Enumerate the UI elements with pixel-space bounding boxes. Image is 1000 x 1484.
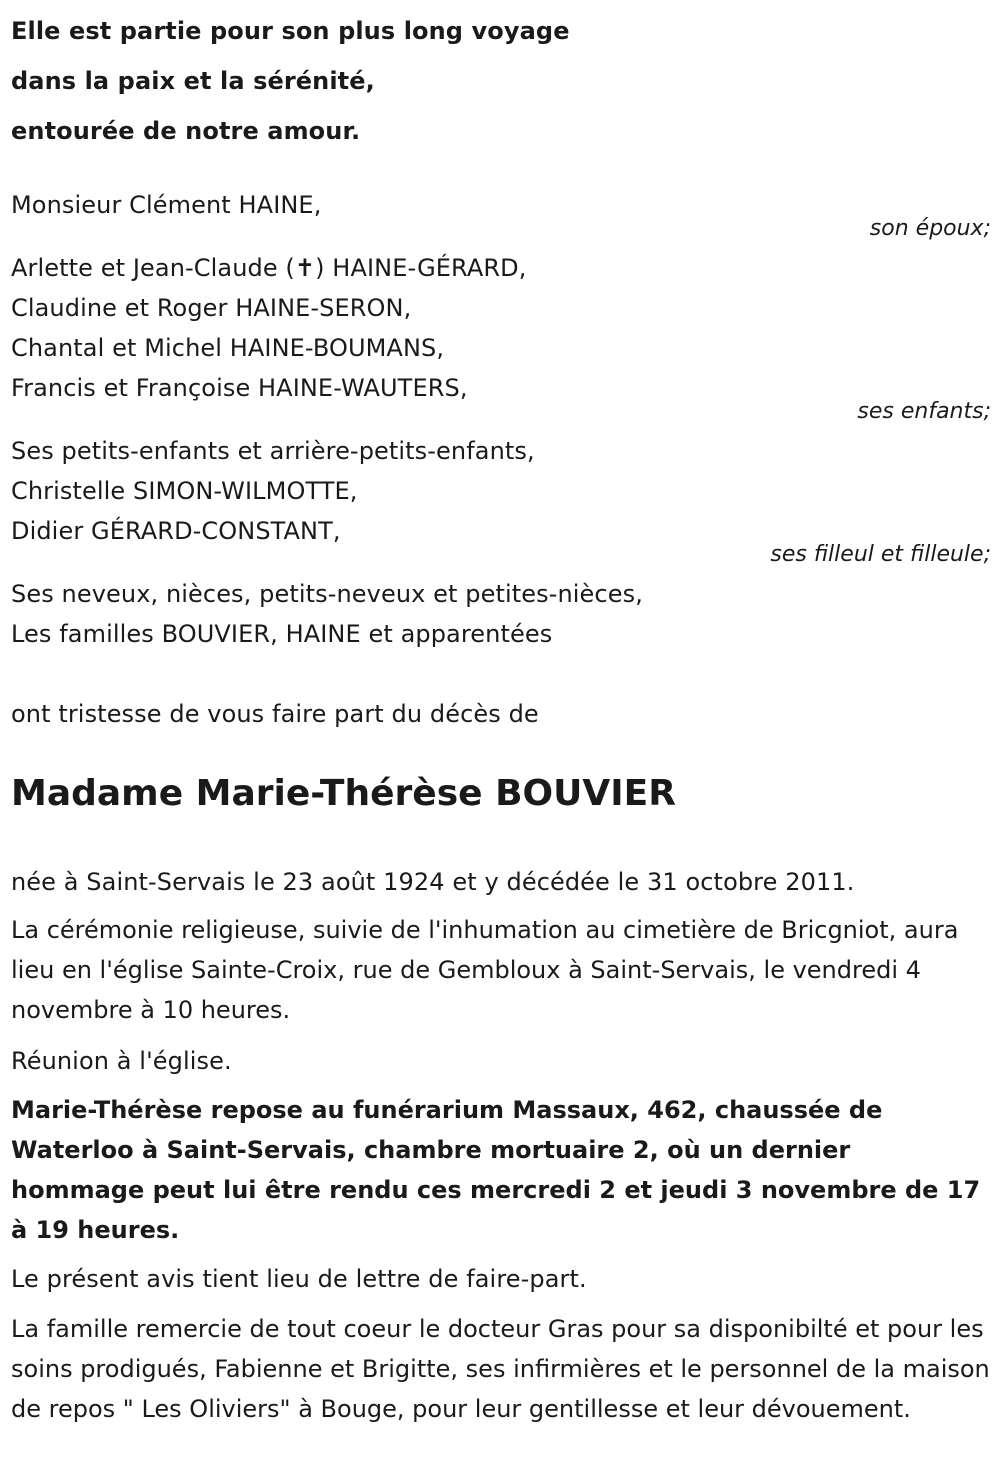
child-entry: Arlette et Jean-Claude (✝) HAINE-GÉRARD, xyxy=(11,254,527,282)
intro-line: dans la paix et la sérénité, xyxy=(11,67,375,95)
notice-text: Le présent avis tient lieu de lettre de faire-part. xyxy=(11,1265,587,1293)
children-list xyxy=(11,248,991,408)
intro-line: Elle est partie pour son plus long voyage xyxy=(11,17,570,45)
child-entry: Claudine et Roger HAINE-SERON, xyxy=(11,294,412,322)
thanks-text: La famille remercie de tout coeur le docteur Gras pour sa disponibilté et pour les soins prodigués, Fabienne et Brigitte, ses infirmières et le personnel de la maison de repos " Les Oliviers" à Bouge, pour leur gentillesse et leur dévouement. xyxy=(11,1315,990,1423)
child-entry: Francis et Françoise HAINE-WAUTERS, xyxy=(11,374,468,402)
meeting-note: Réunion à l'église. xyxy=(11,1047,232,1075)
announcement-text: ont tristesse de vous faire part du décès de xyxy=(11,700,539,728)
children-role: ses enfants; xyxy=(857,399,991,424)
godchildren-list xyxy=(11,431,991,551)
birth-death-dates: née à Saint-Servais le 23 août 1924 et y décédée le 31 octobre 2011. xyxy=(11,868,855,896)
husband-role: son époux; xyxy=(869,216,991,241)
relatives-entry: Ses neveux, nièces, petits-neveux et petites-nièces, xyxy=(11,580,643,608)
godchild-entry: Ses petits-enfants et arrière-petits-enfants, xyxy=(11,437,535,465)
husband-name: Monsieur Clément HAINE, xyxy=(11,191,322,219)
godchild-entry: Didier GÉRARD-CONSTANT, xyxy=(11,517,341,545)
visitation-details: Marie-Thérèse repose au funérarium Massaux, 462, chaussée de Waterloo à Saint-Servais, chambre mortuaire 2, où un dernier hommage peut lui être rendu ces mercredi 2 et jeudi 3 novembre de 17 à 19 heures. xyxy=(11,1096,981,1244)
child-entry: Chantal et Michel HAINE-BOUMANS, xyxy=(11,334,445,362)
deceased-name: Madame Marie-Thérèse BOUVIER xyxy=(11,773,676,814)
ceremony-details: La cérémonie religieuse, suivie de l'inhumation au cimetière de Bricgniot, aura lieu en l'église Sainte-Croix, rue de Gembloux à Saint-Servais, le vendredi 4 novembre à 10 heures. xyxy=(11,916,959,1024)
godchildren-role: ses filleul et filleule; xyxy=(770,542,991,567)
intro-line: entourée de notre amour. xyxy=(11,117,361,145)
relatives-entry: Les familles BOUVIER, HAINE et apparentées xyxy=(11,620,553,648)
godchild-entry: Christelle SIMON-WILMOTTE, xyxy=(11,477,358,505)
relatives-list xyxy=(11,574,991,654)
intro-verse xyxy=(11,6,991,156)
